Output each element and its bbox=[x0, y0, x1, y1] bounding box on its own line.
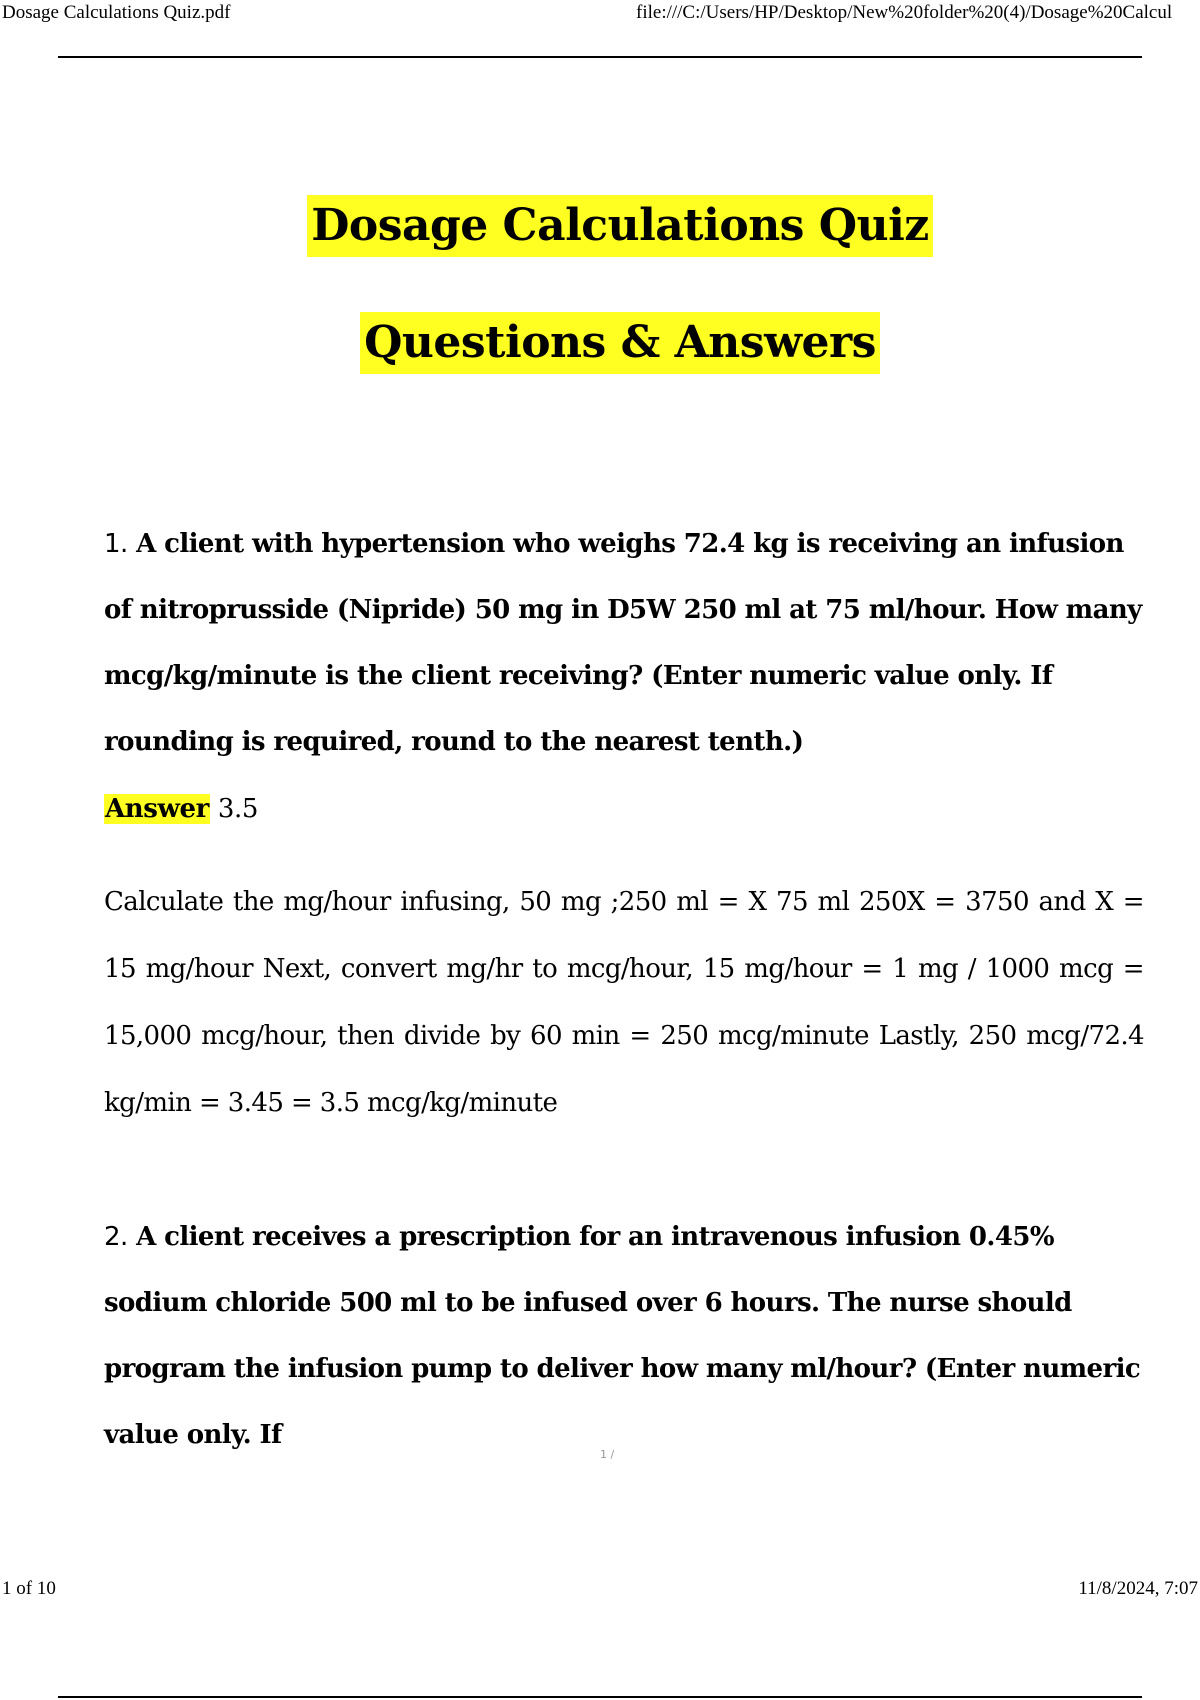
document-title: Dosage Calculations Quiz bbox=[307, 195, 933, 257]
print-header-doc-name: Dosage Calculations Quiz.pdf bbox=[2, 2, 231, 23]
question-1-text: A client with hypertension who weighs 72.4 kg is receiving an infusion of nitroprusside (Nipride) 50 mg in D5W 250 ml at 75 ml/hour. How many mcg/kg/minute is the client receiving? (Enter numeric value only. If rounding is required, round to the nearest tenth.) bbox=[104, 529, 1142, 757]
answer-1 bbox=[104, 790, 258, 828]
bottom-divider bbox=[58, 1696, 1142, 1698]
answer-1-label: Answer bbox=[105, 794, 209, 824]
title-block-2 bbox=[0, 312, 1200, 374]
print-footer-page-count: 1 of 10 bbox=[2, 1578, 56, 1599]
question-2 bbox=[104, 1204, 1144, 1468]
top-divider bbox=[58, 56, 1142, 58]
question-1-number: 1. bbox=[104, 529, 128, 559]
print-footer-datetime: 11/8/2024, 7:07 bbox=[1078, 1578, 1198, 1599]
question-2-number: 2. bbox=[104, 1222, 128, 1252]
answer-1-value: 3.5 bbox=[217, 794, 258, 824]
document-subtitle: Questions & Answers bbox=[360, 312, 880, 374]
print-header-file-path: file:///C:/Users/HP/Desktop/New%20folder%20(4)/Dosage%20Calcul bbox=[636, 2, 1173, 23]
question-2-text: A client receives a prescription for an intravenous infusion 0.45% sodium chloride 500 ml to be infused over 6 hours. The nurse should program the infusion pump to deliver how many ml/hour? (Enter numeric value only. If bbox=[104, 1222, 1141, 1450]
page-mark: 1 / bbox=[600, 1448, 615, 1461]
title-block-1 bbox=[0, 195, 1200, 257]
explanation-1: Calculate the mg/hour infusing, 50 mg ;250 ml = X 75 ml 250X = 3750 and X = 15 mg/hour Next, convert mg/hr to mcg/hour, 15 mg/hour = 1 mg / 1000 mcg = 15,000 mcg/hour, then divide by 60 min = 250 mcg/minute Lastly, 250 mcg/72.4 kg/min = 3.45 = 3.5 mcg/kg/minute bbox=[104, 887, 1144, 1118]
question-1 bbox=[104, 511, 1144, 775]
